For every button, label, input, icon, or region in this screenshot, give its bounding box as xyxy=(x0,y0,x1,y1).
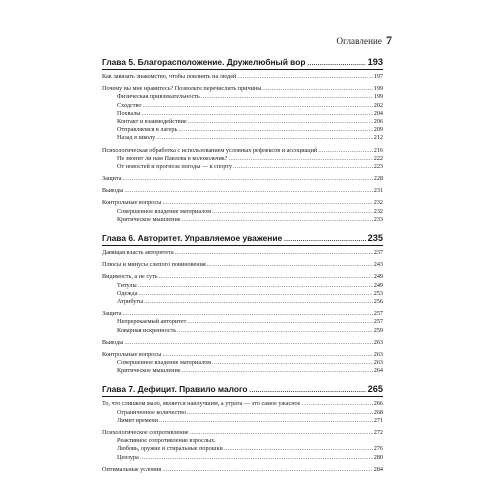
entry-page: 263 xyxy=(373,350,383,358)
entry-page: 228 xyxy=(373,175,383,183)
dot-leader xyxy=(237,73,372,81)
dot-leader xyxy=(122,310,372,318)
entry-title: Любовь, оружие и стиральные порошки xyxy=(117,445,223,453)
toc-subentry xyxy=(102,110,383,118)
entry-title: Выводы xyxy=(102,187,124,195)
entry-title: Цензура xyxy=(117,453,139,461)
dot-leader xyxy=(187,409,373,417)
page-number: 7 xyxy=(386,33,392,47)
entry-page: 268 xyxy=(373,408,383,416)
dot-leader xyxy=(212,208,373,216)
entry-title: Давящая власть авторитета xyxy=(102,249,174,256)
dot-leader xyxy=(124,339,372,347)
toc-subentry xyxy=(102,298,383,306)
dot-leader xyxy=(177,327,373,335)
dot-leader xyxy=(318,147,373,155)
entry-page: 263 xyxy=(373,338,383,346)
entry-page: 243 xyxy=(373,261,383,269)
entry-title: Назад в школу xyxy=(117,134,156,142)
chapter-title: Глава 7. Дефицит. Правило малого xyxy=(102,384,248,395)
dot-leader xyxy=(162,199,372,207)
toc-entry xyxy=(102,73,383,81)
entry-title: Отправляемся в лагерь xyxy=(117,126,178,134)
chapter-title: Глава 6. Авторитет. Управляемое уважение xyxy=(102,233,283,243)
toc-entry xyxy=(102,310,383,318)
toc-subentry xyxy=(102,454,383,462)
toc-subentry xyxy=(102,318,383,326)
entry-title: Психологическая обработка с использованием условных рефлексов и ассоциаций xyxy=(102,146,318,154)
running-title: Оглавление xyxy=(336,36,382,46)
table-of-contents xyxy=(102,56,383,474)
toc-subentry xyxy=(102,367,383,375)
toc-subentry xyxy=(102,216,383,224)
entry-page: 202 xyxy=(373,101,383,109)
entry-page: 272 xyxy=(373,429,383,436)
dot-leader xyxy=(190,429,373,437)
entry-title: Сходство xyxy=(117,101,142,109)
entry-title: Физическая привлекательность xyxy=(117,93,200,101)
entry-page: 276 xyxy=(373,445,383,453)
entry-title: Коварная искренность xyxy=(117,326,177,334)
entry-title: Совершенное владение материалом xyxy=(117,207,212,215)
toc-entry xyxy=(102,339,383,347)
entry-page: 204 xyxy=(373,109,383,117)
entry-page: 253 xyxy=(373,289,383,297)
dot-leader xyxy=(182,216,373,224)
dot-leader xyxy=(138,282,373,290)
entry-page: 216 xyxy=(373,146,383,154)
toc-subentry xyxy=(102,417,383,425)
entry-page: 264 xyxy=(373,367,383,375)
entry-page: 259 xyxy=(373,326,383,334)
dot-leader xyxy=(207,261,373,269)
toc-entry xyxy=(102,400,383,408)
entry-page: 199 xyxy=(373,93,383,101)
chapter-7-heading xyxy=(102,383,383,396)
entry-title: Защита xyxy=(102,310,122,318)
dot-leader xyxy=(175,249,373,257)
entry-title: Ограниченное количество xyxy=(117,408,186,416)
entry-page: 197 xyxy=(373,73,383,80)
dot-leader xyxy=(182,367,373,375)
entry-title: Критическое мышление xyxy=(117,367,181,375)
dot-leader xyxy=(144,298,373,306)
toc-subentry xyxy=(102,163,383,171)
toc-entry xyxy=(102,199,383,207)
entry-page: 209 xyxy=(373,126,383,134)
entry-page: 249 xyxy=(373,281,383,289)
dot-leader xyxy=(156,134,373,142)
toc-entry xyxy=(102,273,383,281)
chapter-6-heading xyxy=(102,232,383,245)
toc-subentry xyxy=(102,102,383,110)
entry-title: Оптимальные условия xyxy=(102,465,162,473)
toc-entry xyxy=(102,187,383,195)
entry-page: 280 xyxy=(373,453,383,461)
toc-entry xyxy=(102,429,383,437)
dot-leader xyxy=(142,102,372,110)
dot-leader xyxy=(122,175,372,183)
entry-title: Критическое мышление xyxy=(117,215,181,223)
entry-title: Как завязать знакомство, чтобы повлиять на людей xyxy=(102,73,237,80)
entry-page: 237 xyxy=(373,249,383,256)
toc-entry xyxy=(102,466,383,474)
entry-page: 256 xyxy=(373,297,383,305)
chapter-5-heading xyxy=(102,56,383,69)
entry-title: То, что слишком мало, является наилучшим, а утрата — это самое ужасное xyxy=(102,400,301,408)
dot-leader xyxy=(284,234,365,247)
toc-subentry xyxy=(102,118,383,126)
entry-title: Совершенное владение материалом xyxy=(117,359,212,367)
toc-subentry xyxy=(102,134,383,142)
dot-leader xyxy=(301,400,372,408)
chapter-page: 193 xyxy=(367,57,383,67)
toc-entry xyxy=(102,175,383,183)
entry-page: 206 xyxy=(373,117,383,125)
toc-subentry xyxy=(102,126,383,134)
chapter-page: 235 xyxy=(367,233,383,243)
chapter-page: 265 xyxy=(367,384,383,395)
entry-title: Контрольные вопросы xyxy=(102,350,162,358)
entry-title: Плюсы и минусы слепого повиновения xyxy=(102,261,206,269)
toc-subentry xyxy=(102,282,383,290)
entry-page: 232 xyxy=(373,199,383,207)
entry-title: Психологическое сопротивление xyxy=(102,429,189,436)
dot-leader xyxy=(162,466,372,474)
entry-title: Контрольные вопросы xyxy=(102,199,162,207)
dot-leader xyxy=(187,318,372,326)
dot-leader xyxy=(159,417,373,425)
toc-subentry xyxy=(102,359,383,367)
entry-title: Почему вы мне нравитесь? Позвольте перечислить причины xyxy=(102,85,262,93)
toc-subentry xyxy=(102,93,383,101)
toc-entry xyxy=(102,147,383,155)
entry-page: 263 xyxy=(373,359,383,367)
toc-entry xyxy=(102,85,383,93)
toc-subentry xyxy=(102,208,383,216)
entry-page: 231 xyxy=(373,187,383,195)
toc-subentry xyxy=(102,437,383,445)
entry-title: Реактивное сопротивление взрослых. xyxy=(117,437,216,445)
dot-leader xyxy=(262,85,372,93)
entry-page: 199 xyxy=(373,85,383,93)
entry-title: Лимит времени xyxy=(117,416,159,424)
dot-leader xyxy=(249,385,365,398)
dot-leader xyxy=(233,163,373,171)
toc-subentry xyxy=(102,409,383,417)
entry-page: 222 xyxy=(373,154,383,162)
dot-leader xyxy=(141,110,372,118)
entry-title: Контакт и взаимодействие xyxy=(117,117,187,125)
dot-leader xyxy=(124,187,372,195)
dot-leader xyxy=(138,290,372,298)
toc-subentry xyxy=(102,155,383,163)
entry-title: Не звонит ли нам Павлова в колокольчик? xyxy=(117,154,228,162)
entry-title: От новостей и прогноза погоды — к спорту xyxy=(117,162,233,170)
entry-page: 284 xyxy=(373,465,383,473)
entry-page: 266 xyxy=(373,400,383,408)
toc-entry xyxy=(102,351,383,359)
dot-leader xyxy=(307,58,365,71)
dot-leader xyxy=(162,351,372,359)
toc-subentry xyxy=(102,327,383,335)
entry-page: 223 xyxy=(373,162,383,170)
entry-page: 233 xyxy=(373,215,383,223)
entry-page: 257 xyxy=(373,318,383,326)
entry-title: Защита xyxy=(102,175,122,183)
entry-page: 271 xyxy=(373,416,383,424)
dot-leader xyxy=(229,155,373,163)
toc-entry xyxy=(102,261,383,269)
chapter-title: Глава 5. Благорасположение. Дружелюбный вор xyxy=(102,57,306,67)
entry-page: 249 xyxy=(373,273,383,281)
toc-subentry xyxy=(102,290,383,298)
entry-title: Атрибуты xyxy=(117,297,144,305)
entry-title: Видимость, а не суть xyxy=(102,273,158,281)
dot-leader xyxy=(140,454,373,462)
dot-leader xyxy=(188,118,373,126)
entry-page: 212 xyxy=(373,134,383,142)
entry-title: Похвалы xyxy=(117,109,141,117)
dot-leader xyxy=(159,273,373,281)
dot-leader xyxy=(178,126,372,134)
dot-leader xyxy=(212,359,373,367)
dot-leader xyxy=(201,93,373,101)
entry-page: 232 xyxy=(373,207,383,215)
entry-title: Титулы xyxy=(117,281,137,289)
entry-title: Одежда xyxy=(117,289,138,297)
dot-leader xyxy=(224,445,373,453)
toc-subentry xyxy=(102,445,383,453)
entry-title: Непререкаемый авторитет xyxy=(117,318,187,326)
entry-title: Выводы xyxy=(102,338,124,346)
toc-entry xyxy=(102,249,383,257)
entry-page: 257 xyxy=(373,310,383,318)
